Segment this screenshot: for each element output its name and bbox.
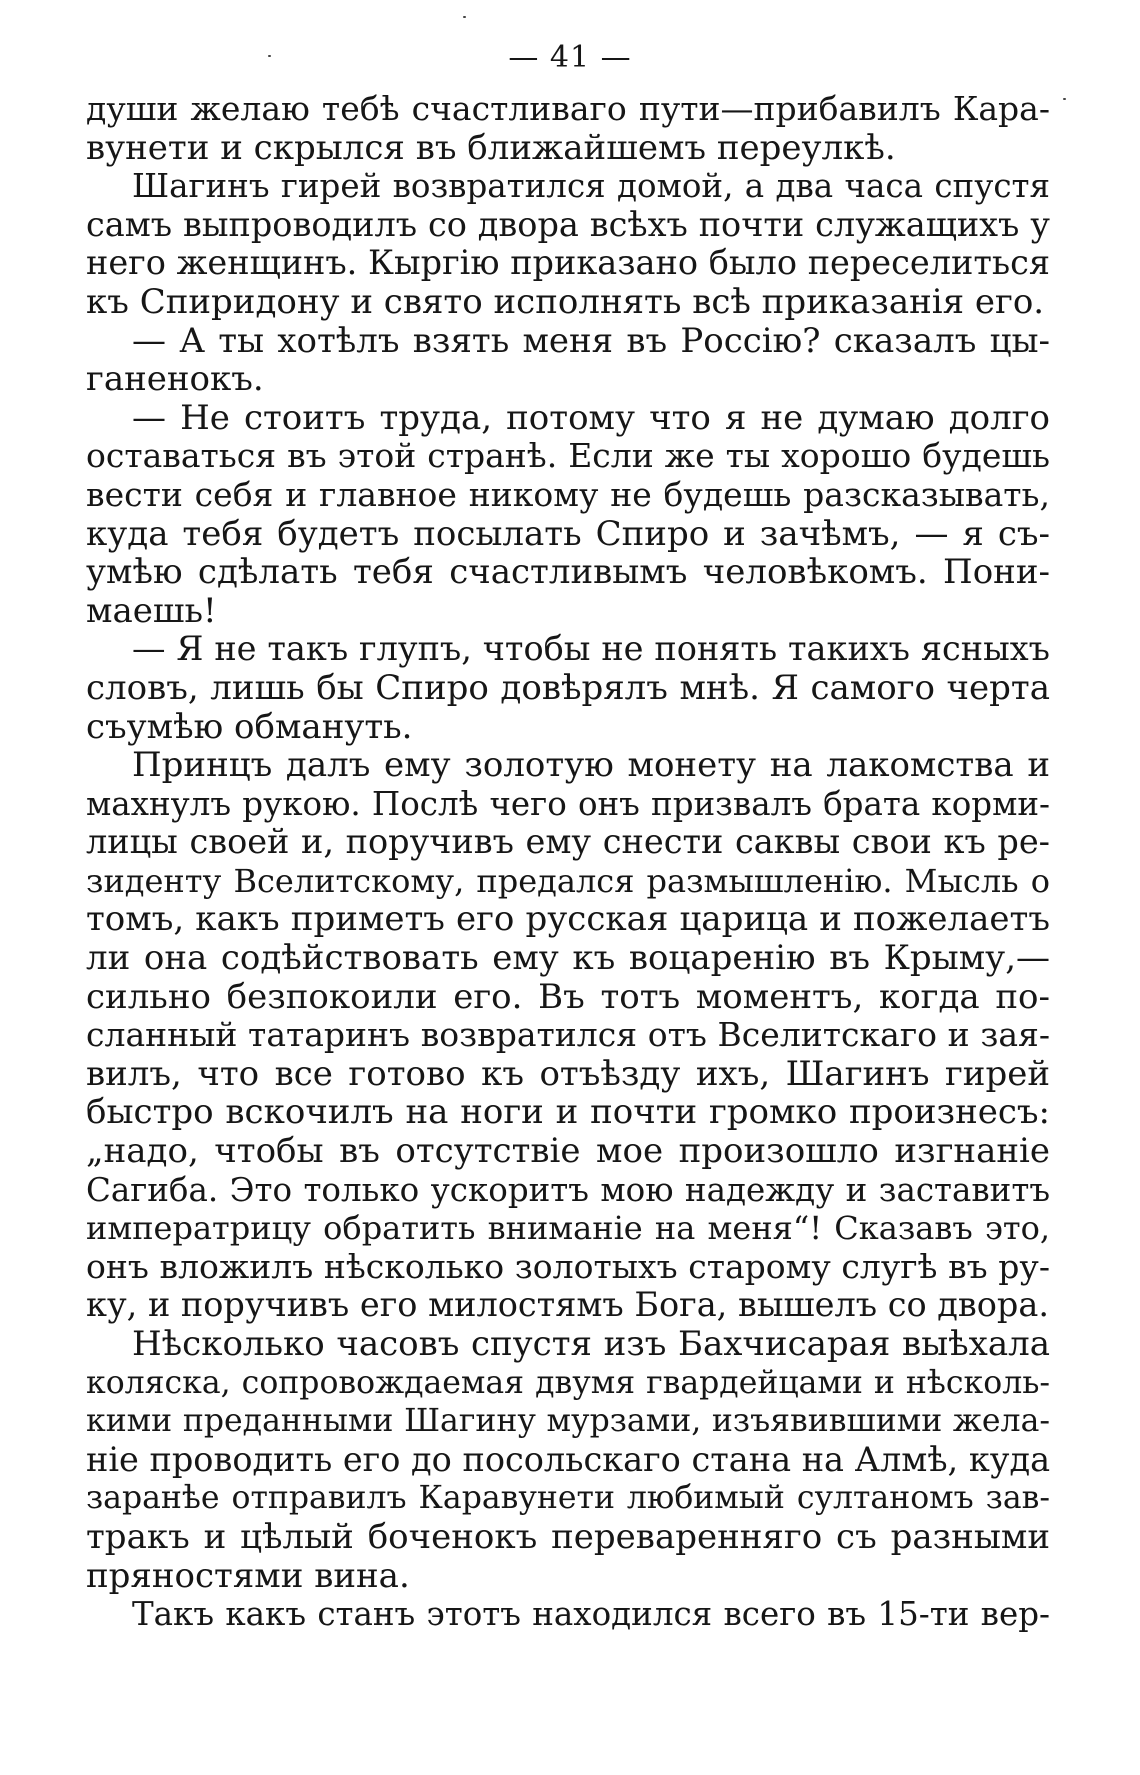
text-line: махнулъ рукою. Послѣ чего онъ призвалъ брата корми- (86, 784, 1050, 823)
text-line: томъ, какъ приметъ его русская царица и пожелаетъ (86, 900, 1050, 940)
text-line: ли она содѣйствовать ему къ воцаренію въ Крыму,— (86, 939, 1050, 978)
text-line: вунети и скрылся въ ближайшемъ переулкѣ. (86, 128, 896, 168)
text-line: „надо, чтобы въ отсутствіе мое произошло изгнаніе (86, 1132, 1050, 1171)
text-line: сланный татаринъ возвратился отъ Вселитскаго и зая- (86, 1016, 1050, 1055)
body-text (86, 90, 1050, 1634)
print-speck (1063, 98, 1066, 100)
text-line: ганенокъ. (86, 360, 264, 399)
text-line: быстро вскочилъ на ноги и почти громко произнесъ: (86, 1093, 1050, 1133)
text-line: вести себя и главное никому не будешь разсказывать, (86, 475, 1050, 514)
text-line: императрицу обратить вниманіе на меня“! Сказавъ это, (86, 1209, 1050, 1248)
text-line: пряностями вина. (86, 1556, 410, 1596)
text-line: съумѣю обмануть. (86, 707, 413, 747)
text-line: него женщинъ. Кыргію приказано было переселиться (86, 244, 1050, 283)
text-line: самъ выпроводилъ со двора всѣхъ почти служащихъ у (86, 205, 1050, 244)
text-line: маешь! (86, 591, 217, 631)
text-line: вилъ, что все готово къ отъѣзду ихъ, Шагинъ гирей (86, 1054, 1050, 1094)
text-line: зиденту Вселитскому, предался размышленію. Мысль о (86, 861, 1050, 900)
text-line: Нѣсколько часовъ спустя изъ Бахчисарая выѣхала (132, 1325, 1050, 1364)
text-line: словъ, лишь бы Спиро довѣрялъ мнѣ. Я самого черта (86, 668, 1050, 708)
text-line: умѣю сдѣлать тебя счастливымъ человѣкомъ. Пони- (86, 553, 1050, 592)
text-line: ніе проводить его до посольскаго стана на Алмѣ, куда (86, 1440, 1050, 1479)
text-line: онъ вложилъ нѣсколько золотыхъ старому слугѣ въ ру- (86, 1247, 1050, 1286)
text-line: Шагинъ гирей возвратился домой, а два часа спустя (132, 167, 1050, 206)
text-line: — Не стоитъ труда, потому что я не думаю долго (132, 398, 1050, 438)
text-line: тракъ и цѣлый боченокъ переваренняго съ разными (86, 1517, 1050, 1557)
text-line: коляска, сопровождаемая двумя гвардейцами и нѣсколь- (86, 1364, 1050, 1401)
text-line: Такъ какъ станъ этотъ находился всего въ 15-ти вер- (132, 1595, 1050, 1634)
text-line: сильно безпокоили его. Въ тотъ моментъ, когда по- (86, 977, 1050, 1017)
print-speck (463, 16, 466, 18)
text-line: оставаться въ этой странѣ. Если же ты хорошо будешь (86, 437, 1050, 476)
text-line: кими преданными Шагину мурзами, изъявившими жела- (86, 1403, 1050, 1440)
text-line: души желаю тебѣ счастливаго пути—прибавилъ Кара- (86, 90, 1050, 128)
text-line: ку, и поручивъ его милостямъ Бога, вышелъ со двора. (86, 1286, 1049, 1325)
text-line: — А ты хотѣлъ взять меня въ Россію? сказалъ цы- (132, 321, 1050, 361)
text-line: Сагиба. Это только ускоритъ мою надежду и заставитъ (86, 1170, 1050, 1209)
text-line: къ Спиридону и свято исполнять всѣ приказанія его. (86, 282, 1045, 322)
text-line: — Я не такъ глупъ, чтобы не понять такихъ ясныхъ (132, 630, 1050, 669)
text-line: лицы своей и, поручивъ ему снести саквы свои къ ре- (86, 823, 1050, 862)
page-number: — 41 — (508, 40, 632, 75)
text-line: заранѣе отправилъ Каравунети любимый султаномъ зав- (86, 1480, 1050, 1517)
text-line: куда тебя будетъ посылать Спиро и зачѣмъ, — я съ- (86, 514, 1050, 554)
text-line: Принцъ далъ ему золотую монету на лакомства и (132, 746, 1050, 785)
